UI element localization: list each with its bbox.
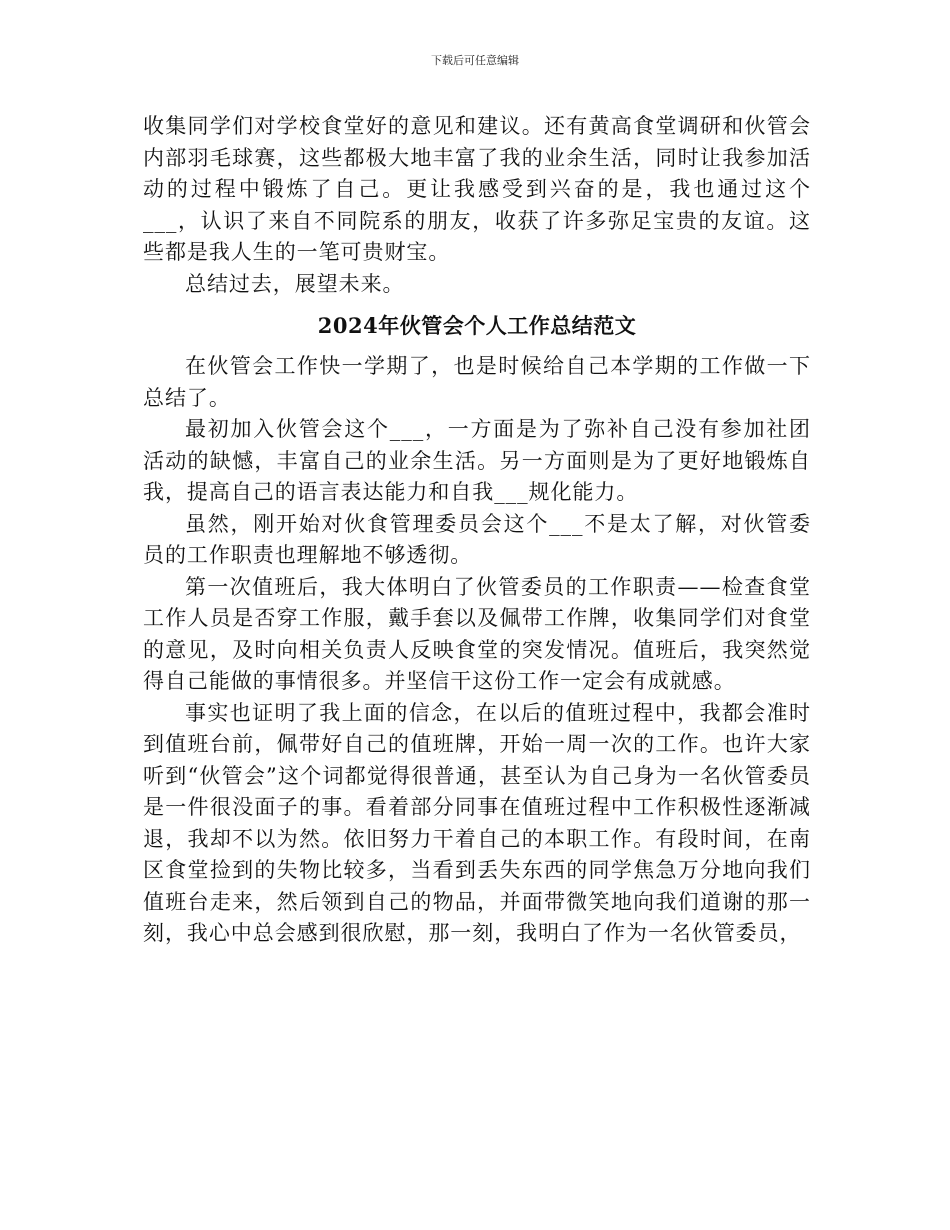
- paragraph-4: 第一次值班后，我大体明白了伙管委员的工作职责——检查食堂工作人员是否穿工作服，戴手套以及佩带工作牌，收集同学们对食堂的意见，及时向相关负责人反映食堂的突发情况。值班后，我突然觉得自己能做的事情很多。并坚信干这份工作一定会有成就感。: [143, 574, 811, 693]
- document-title: 2024年伙管会个人工作总结范文: [317, 313, 637, 338]
- paragraph-1: 在伙管会工作快一学期了，也是时候给自己本学期的工作做一下总结了。: [143, 354, 811, 410]
- paragraph-intro-closing: 总结过去，展望未来。: [185, 271, 405, 296]
- paragraph-3: 虽然，刚开始对伙食管理委员会这个___不是太了解，对伙管委员的工作职责也理解地不够透彻。: [143, 511, 811, 567]
- page-header: 下载后可任意编辑: [431, 54, 519, 67]
- paragraph-5: 事实也证明了我上面的信念，在以后的值班过程中，我都会准时到值班台前，佩带好自己的值班牌，开始一周一次的工作。也许大家听到“伙管会”这个词都觉得很普通，甚至认为自己身为一名伙管委员是一件很没面子的事。看着部分同事在值班过程中工作积极性逐渐减退，我却不以为然。依旧努力干着自己的本职工作。有段时间，在南区食堂捡到的失物比较多，当看到丢失东西的同学焦急万分地向我们值班台走来，然后领到自己的物品，并面带微笑地向我们道谢的那一刻，我心中总会感到很欣慰，那一刻，我明白了作为一名伙管委员，: [143, 700, 811, 945]
- paragraph-intro-continuation: 收集同学们对学校食堂好的意见和建议。还有黄高食堂调研和伙管会内部羽毛球赛，这些都极大地丰富了我的业余生活，同时让我参加活动的过程中锻炼了自己。更让我感受到兴奋的是，我也通过这个___，认识了来自不同院系的朋友，收获了许多弥足宝贵的友谊。这些都是我人生的一笔可贵财宝。: [143, 114, 811, 264]
- document-body: [143, 111, 811, 950]
- paragraph-2: 最初加入伙管会这个___，一方面是为了弥补自己没有参加社团活动的缺憾，丰富自己的业余生活。另一方面则是为了更好地锻炼自我，提高自己的语言表达能力和自我___规化能力。: [143, 417, 811, 504]
